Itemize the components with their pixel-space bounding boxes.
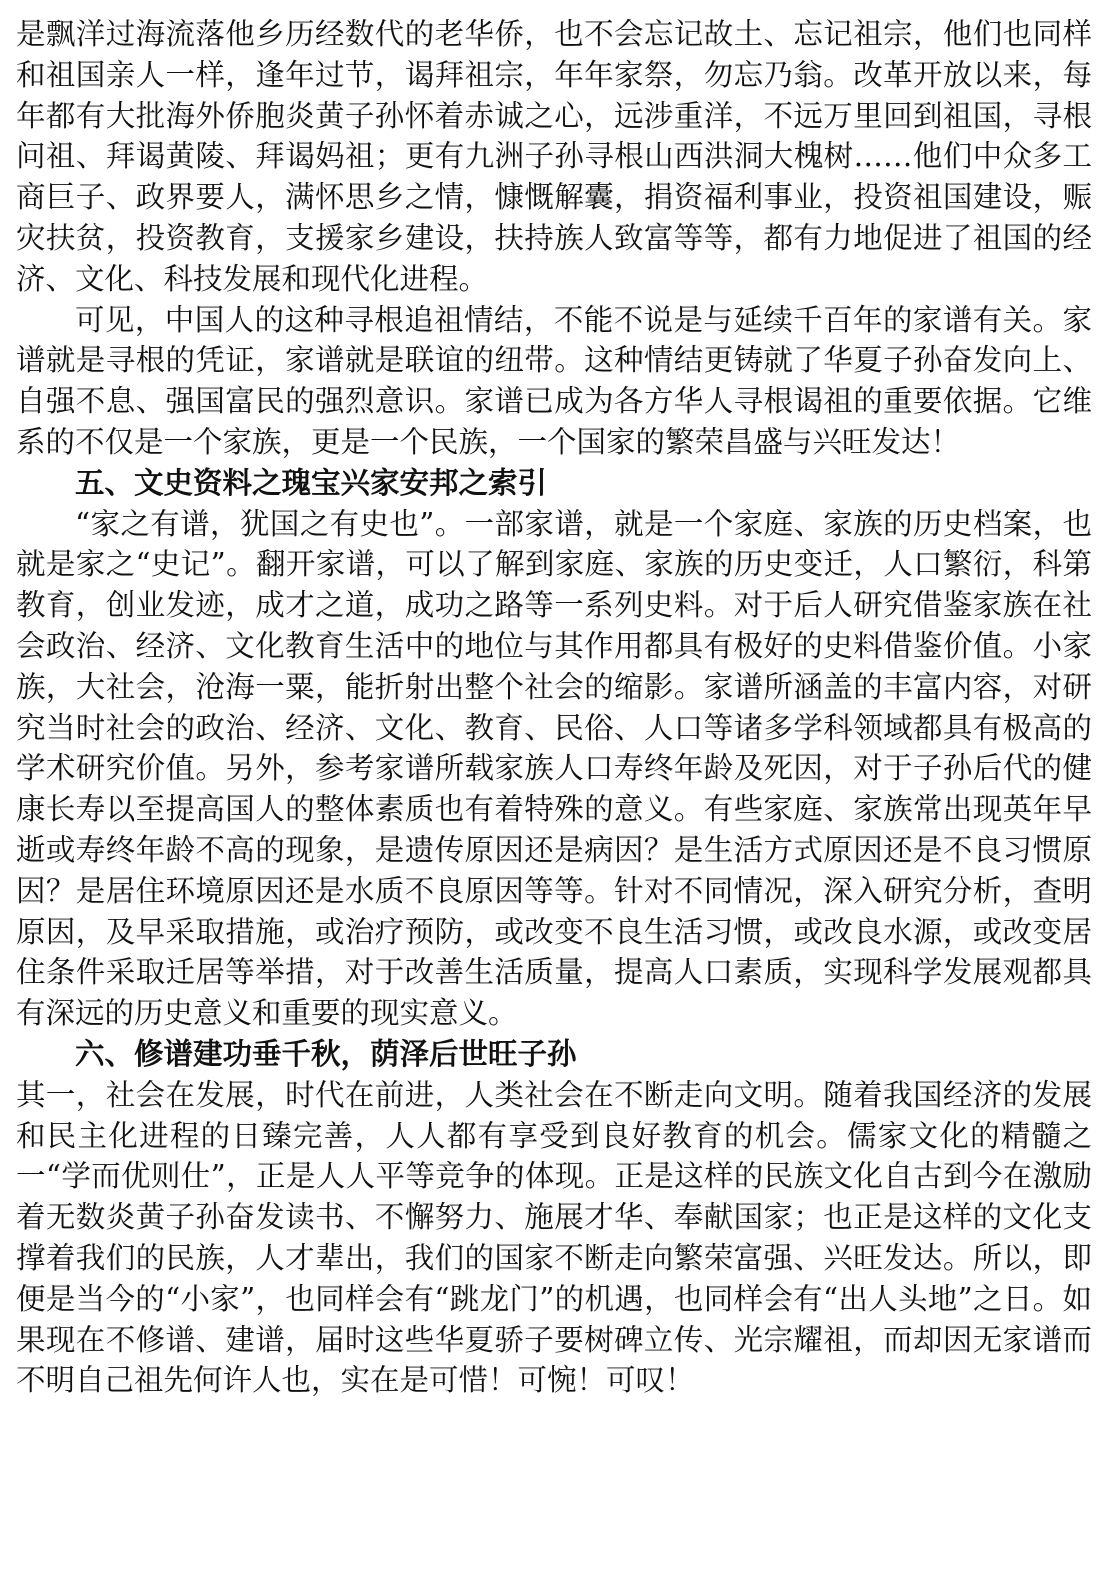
section-heading-5: 五、文史资料之瑰宝兴家安邦之索引 [75,464,548,500]
section-heading-6: 六、修谱建功垂千秋，荫泽后世旺子孙 [75,1035,577,1071]
paragraph-root-seeking: 可见，中国人的这种寻根追祖情结，不能不说是与延续千百年的家谱有关。家谱就是寻根的凭证，家谱就是联谊的纽带。这种情结更铸就了华夏子孙奋发向上、自强不息、强国富民的强烈意识。家谱已成为各方华人寻根谒祖的重要依据。它维系的不仅是一个家族，更是一个民族，一个国家的繁荣昌盛与兴旺发达！ [16,302,1092,459]
paragraph-historical-value: “家之有谱，犹国之有史也”。一部家谱，就是一个家庭、家族的历史档案，也就是家之“史记”。翻开家谱，可以了解到家庭、家族的历史变迁，人口繁衍，科第教育，创业发迹，成才之道，成功之路等一系列史料。对于后人研究借鉴家族在社会政治、经济、文化教育生活中的地位与其作用都具有极好的史料借鉴价值。小家族，大社会，沧海一粟，能折射出整个社会的缩影。家谱所涵盖的丰富内容，对研究当时社会的政治、经济、文化、教育、民俗、人口等诸多学科领域都具有极高的学术研究价值。另外，参考家谱所载家族人口寿终年龄及死因，对于子孙后代的健康长寿以至提高国人的整体素质也有着特殊的意义。有些家庭、家族常出现英年早逝或寿终年龄不高的现象，是遗传原因还是病因？是生活方式原因还是不良习惯原因？是居住环境原因还是水质不良原因等等。针对不同情况，深入研究分析，查明原因，及早采取措施，或治疗预防，或改变不良生活习惯，或改良水源，或改变居住条件采取迁居等举措，对于改善生活质量，提高人口素质，实现科学发展观都具有深远的历史意义和重要的现实意义。 [16,506,1092,1031]
paragraph-genealogy-merit: 其一，社会在发展，时代在前进，人类社会在不断走向文明。随着我国经济的发展和民主化进程的日臻完善，人人都有享受到良好教育的机会。儒家文化的精髓之一“学而优则仕”，正是人人平等竞争的体现。正是这样的民族文化自古到今在激励着无数炎黄子孙奋发读书、不懈努力、施展才华、奉献国家；也正是这样的文化支撑着我们的民族，人才辈出，我们的国家不断走向繁荣富强、兴旺发达。所以，即便是当今的“小家”，也同样会有“跳龙门”的机遇，也同样会有“出人头地”之日。如果现在不修谱、建谱，届时这些华夏骄子要树碑立传、光宗耀祖，而却因无家谱而不明自己祖先何许人也，实在是可惜！可惋！可叹！ [16,1077,1092,1398]
paragraph-overseas-chinese: 是飘洋过海流落他乡历经数代的老华侨，也不会忘记故土、忘记祖宗，他们也同样和祖国亲人一样，逢年过节，谒拜祖宗，年年家祭，勿忘乃翁。改革开放以来，每年都有大批海外侨胞炎黄子孙怀着赤诚之心，远涉重洋，不远万里回到祖国，寻根问祖、拜谒黄陵、拜谒妈祖；更有九洲子孙寻根山西洪洞大槐树……他们中众多工商巨子、政界要人，满怀思乡之情，慷慨解囊，捐资福利事业，投资祖国建设，赈灾扶贫，投资教育，支援家乡建设，扶持族人致富等等，都有力地促进了祖国的经济、文化、科技发展和现代化进程。 [16,17,1092,296]
document-page [16,14,1092,1401]
